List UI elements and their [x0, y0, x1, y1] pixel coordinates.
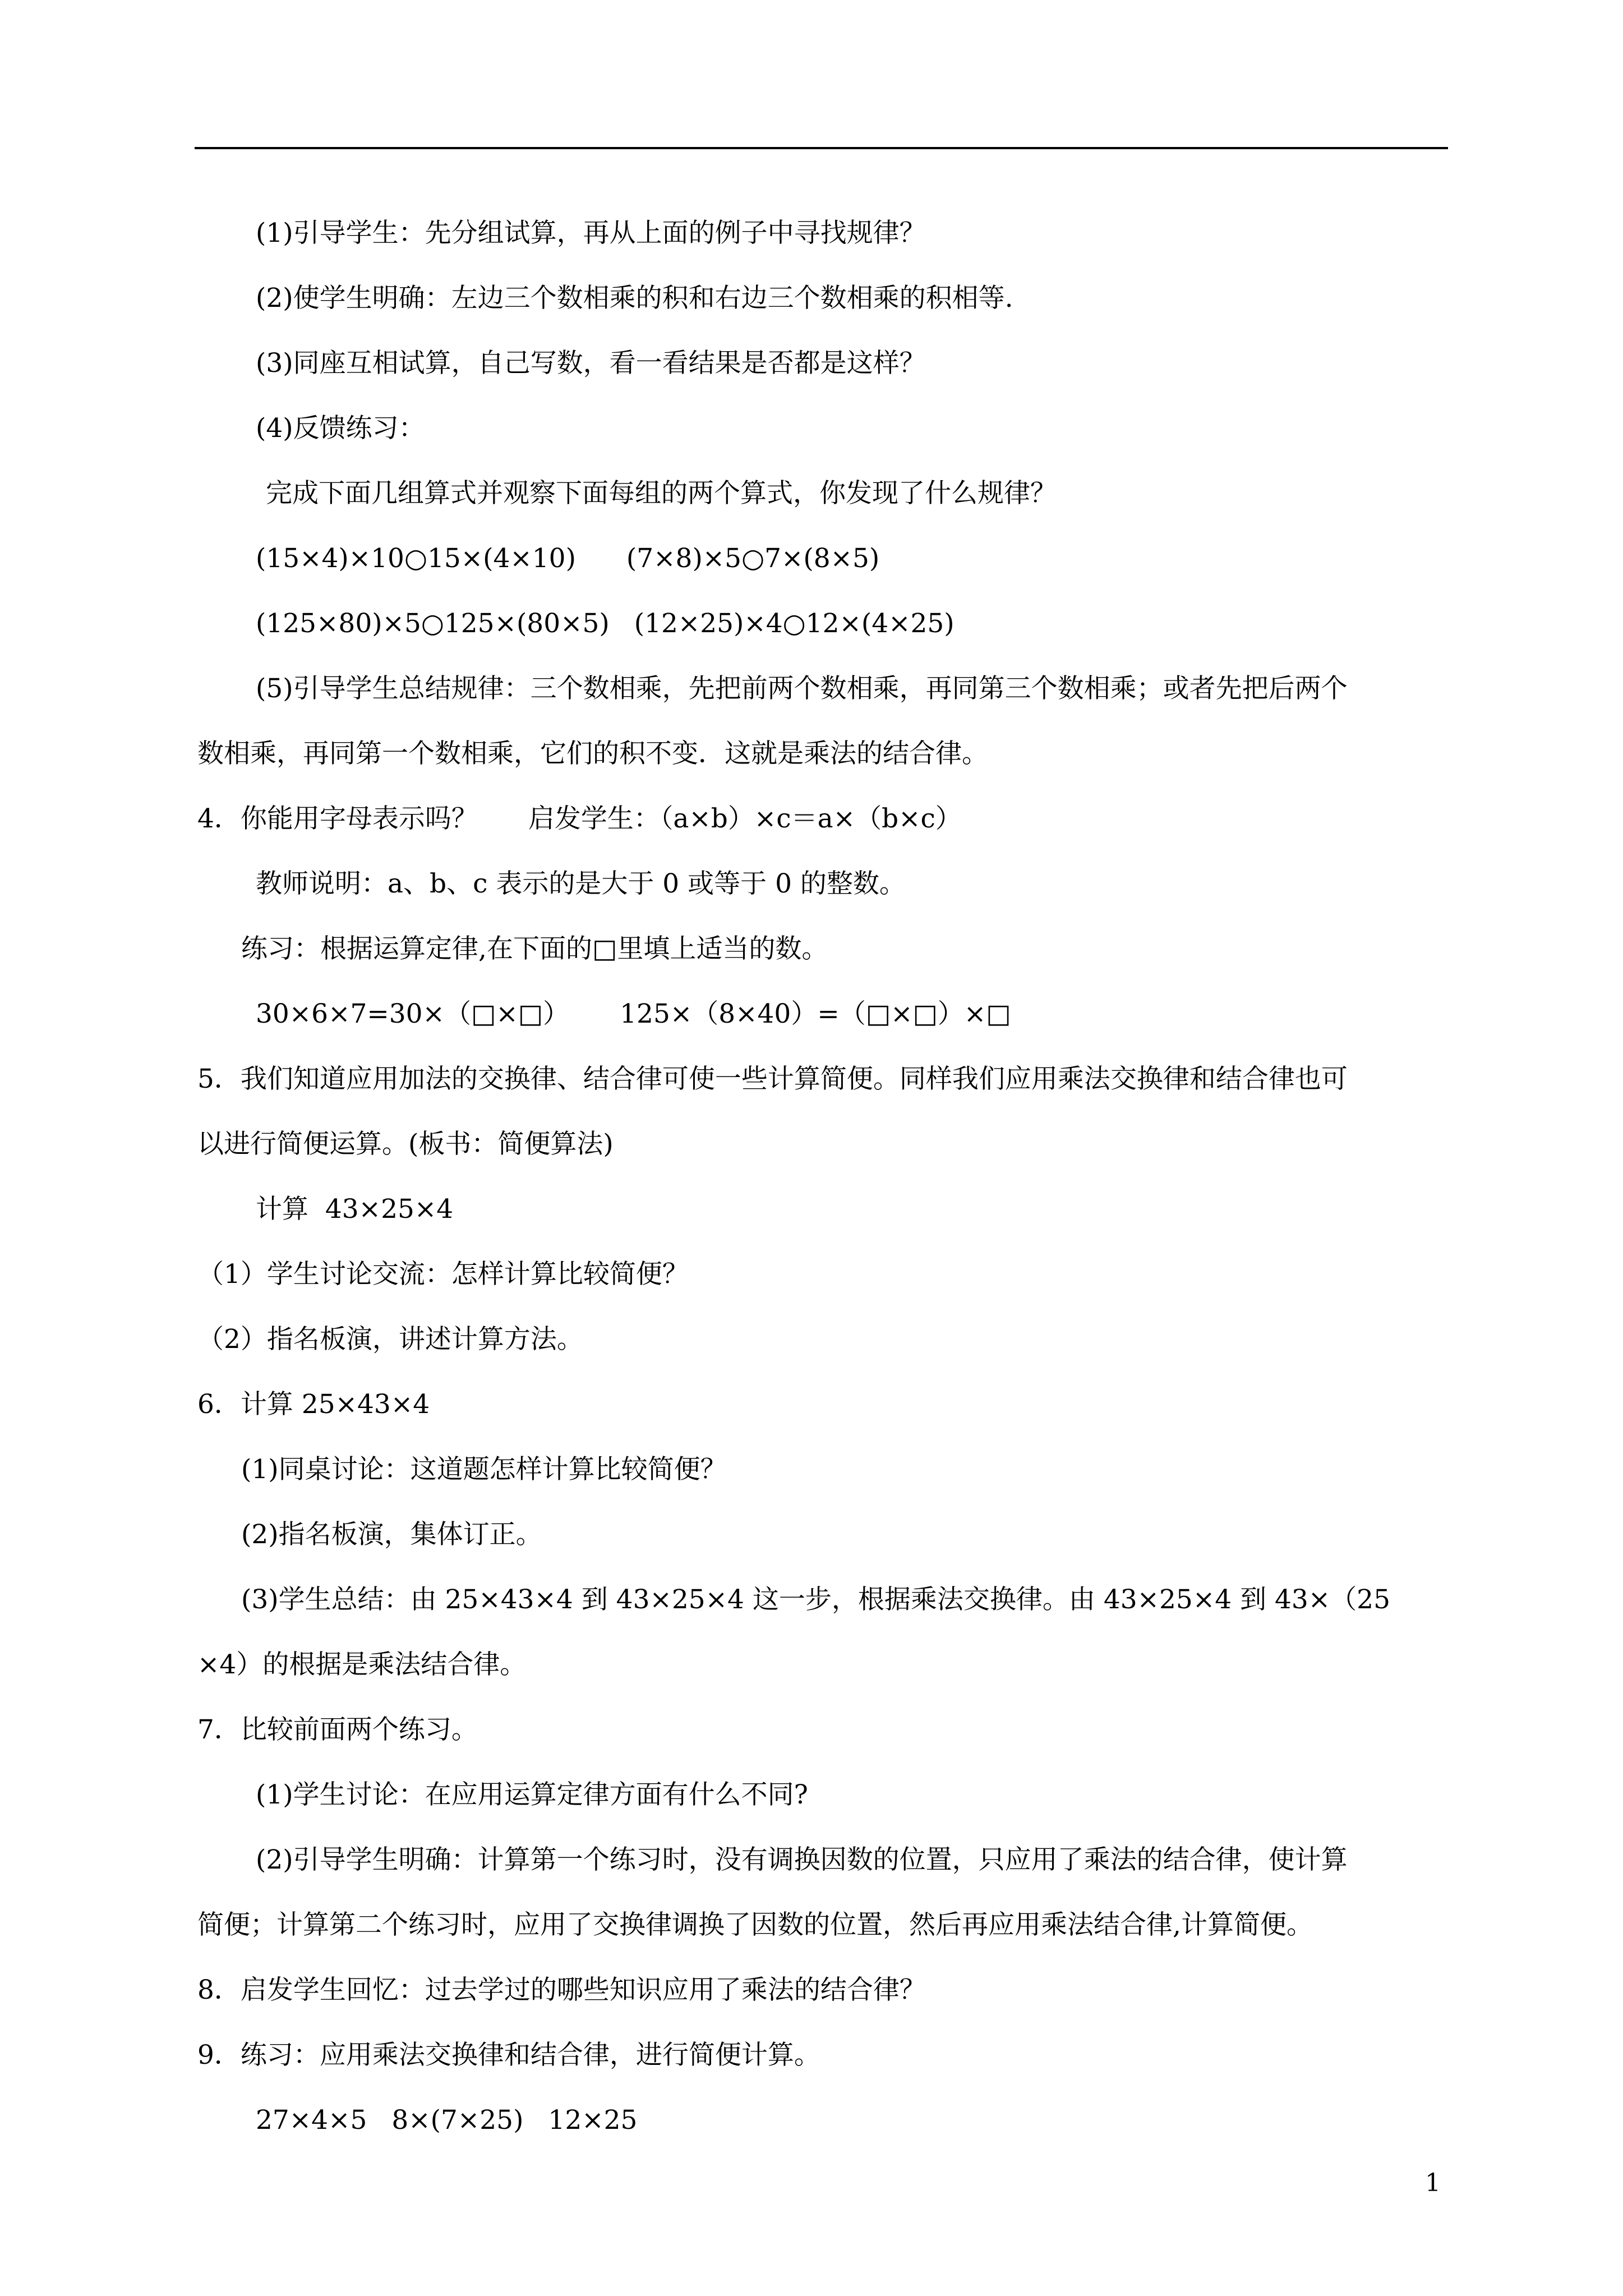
formula: 125×（8×40）=（□×□）×□ — [620, 999, 1011, 1029]
text-line — [197, 721, 1448, 786]
line-text: （1）学生讨论交流：怎样计算比较简便？ — [197, 1259, 689, 1290]
line-text: 简便；计算第二个练习时，应用了交换律调换了因数的位置，然后再应用乘法结合律,计算简便。 — [197, 1910, 1313, 1940]
text-line — [197, 1958, 1448, 2023]
text-line — [197, 396, 1448, 461]
text-line — [197, 1437, 1448, 1502]
text-line — [197, 917, 1448, 982]
text-line — [197, 1177, 1448, 1242]
line-text: 以进行简便运算。(板书：简便算法) — [197, 1129, 614, 1159]
formula-row — [197, 982, 1448, 1047]
text-line — [197, 786, 1448, 852]
line-text: 计算 43×25×4 — [256, 1194, 454, 1225]
formula-row — [197, 591, 1448, 656]
text-line — [197, 1112, 1448, 1177]
line-text: 9．练习：应用乘法交换律和结合律，进行简便计算。 — [197, 2040, 820, 2070]
line-text: 练习：根据运算定律,在下面的□里填上适当的数。 — [241, 933, 828, 964]
document-body — [197, 201, 1448, 2153]
line-text: (2)使学生明确：左边三个数相乘的积和右边三个数相乘的积相等. — [256, 283, 1013, 314]
line-text: (4)反馈练习： — [256, 413, 425, 444]
line-text: 5．我们知道应用加法的交换律、结合律可使一些计算简便。同样我们应用乘法交换律和结合律也可 — [197, 1064, 1348, 1094]
text-line — [197, 1047, 1448, 1112]
line-text: 6．计算 25×43×4 — [197, 1389, 430, 1420]
line-text: (5)引导学生总结规律：三个数相乘，先把前两个数相乘，再同第三个数相乘；或者先把后两个 — [256, 673, 1348, 704]
text-line — [197, 331, 1448, 396]
text-line — [197, 1697, 1448, 1763]
text-line — [197, 1567, 1448, 1632]
formula: (7×8)×5○7×(8×5) — [626, 543, 880, 574]
page-number: 1 — [1425, 2169, 1441, 2197]
formula: (15×4)×10○15×(4×10) — [256, 543, 576, 574]
text-line — [197, 1632, 1448, 1697]
text-line — [197, 266, 1448, 331]
formula: (125×80)×5○125×(80×5) — [256, 608, 610, 639]
header-rule — [195, 147, 1448, 149]
formula: (12×25)×4○12×(4×25) — [634, 608, 955, 639]
text-line — [197, 1502, 1448, 1567]
formula: 12×25 — [548, 2105, 638, 2136]
line-text: (3)同座互相试算，自己写数，看一看结果是否都是这样？ — [256, 348, 926, 379]
formula: 30×6×7=30×（□×□） — [256, 999, 570, 1029]
formula-row — [197, 2088, 1448, 2153]
line-text: ×4）的根据是乘法结合律。 — [197, 1649, 527, 1680]
text-line — [197, 1763, 1448, 1828]
formula-row — [197, 526, 1448, 591]
text-line — [197, 1828, 1448, 1893]
formula: 8×(7×25) — [391, 2105, 524, 2136]
text-line — [197, 656, 1448, 721]
line-text: 启发学生：（a×b）×c＝a×（b×c） — [528, 803, 962, 834]
text-line — [197, 461, 1448, 526]
line-text: (2)指名板演，集体订正。 — [241, 1519, 542, 1550]
line-text: （2）指名板演，讲述计算方法。 — [197, 1324, 583, 1355]
line-text: (2)引导学生明确：计算第一个练习时，没有调换因数的位置，只应用了乘法的结合律，使计算 — [256, 1844, 1348, 1875]
line-text: 8．启发学生回忆：过去学过的哪些知识应用了乘法的结合律？ — [197, 1975, 926, 2005]
line-text: (3)学生总结：由 25×43×4 到 43×25×4 这一步，根据乘法交换律。由 43×25×4 到 43×（25 — [241, 1584, 1390, 1615]
line-text: 教师说明：a、b、c 表示的是大于 0 或等于 0 的整数。 — [256, 868, 906, 899]
text-line — [197, 1893, 1448, 1958]
line-text: 数相乘，再同第一个数相乘，它们的积不变．这就是乘法的结合律。 — [197, 738, 988, 769]
text-line — [197, 1242, 1448, 1307]
text-line — [197, 2023, 1448, 2088]
text-line — [197, 852, 1448, 917]
line-text: 7．比较前面两个练习。 — [197, 1714, 478, 1745]
formula: 27×4×5 — [256, 2105, 367, 2136]
line-text: (1)引导学生：先分组试算，再从上面的例子中寻找规律？ — [256, 218, 926, 249]
line-text: 完成下面几组算式并观察下面每组的两个算式，你发现了什么规律？ — [266, 478, 1057, 509]
text-line — [197, 1372, 1448, 1437]
line-text: (1)学生讨论：在应用运算定律方面有什么不同? — [256, 1779, 808, 1810]
line-text: (1)同桌讨论：这道题怎样计算比较简便？ — [241, 1454, 727, 1485]
text-line — [197, 201, 1448, 266]
text-line — [197, 1307, 1448, 1372]
line-text: 4．你能用字母表示吗？ — [197, 803, 478, 834]
